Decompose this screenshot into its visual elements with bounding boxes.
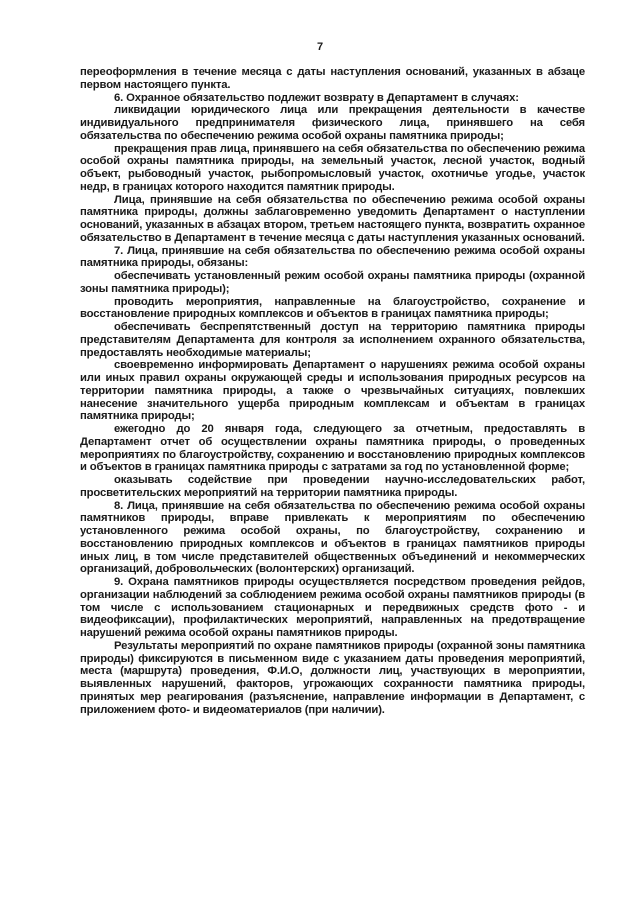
paragraph-item-8: 8. Лица, принявшие на себя обязательства по обеспечению режима особой охраны памятников природы, вправе привлекать к мероприятиям по обеспечению установленного режима особой охраны, по благоустройству, сохранению и восстановлению природных комплексов и объектов в границах памятников природы иных лиц, в том числе представителей общественных объединений и некоммерческих организаций, добровольческих (волонтерских) организаций. [80, 499, 585, 576]
paragraph-7-duty-regime: обеспечивать установленный режим особой охраны памятника природы (охранной зоны памятника природы); [80, 270, 585, 295]
paragraph-continuation: переоформления в течение месяца с даты наступления оснований, указанных в абзаце первом настоящего пункта. [80, 66, 585, 91]
paragraph-item-7: 7. Лица, принявшие на себя обязательства по обеспечению режима особой охраны памятника природы, обязаны: [80, 244, 585, 270]
paragraph-item-6: 6. Охранное обязательство подлежит возврату в Департамент в случаях: [114, 91, 519, 104]
paragraph-7-duty-report: ежегодно до 20 января года, следующего за отчетным, предоставлять в Департамент отчет об осуществлении охраны памятника природы, о проведенных мероприятиях по благоустройству, сохранению и восстановлению природных комплексов и объектов в границах памятника природы с затратами за год по установленной форме; [80, 423, 585, 474]
document-body [80, 66, 585, 716]
paragraph-6-case-liquidation: ликвидации юридического лица или прекращения деятельности в качестве индивидуального предпринимателя физического лица, принявшего на себя обязательства по обеспечению режима особой охраны памятника природы; [80, 104, 585, 142]
paragraph-7-duty-measures: проводить мероприятия, направленные на благоустройство, сохранение и восстановление природных комплексов и объектов в границах памятника природы; [80, 295, 585, 321]
page-number: 7 [316, 41, 324, 53]
paragraph-7-duty-inform: своевременно информировать Департамент о нарушениях режима особой охраны или иных правил охраны окружающей среды и использования природных ресурсов на территории памятника природы, а также о чрезвычайных ситуациях, повлекших нанесение значительного ущерба природным комплексам и объектам в границах памятника природы; [80, 359, 585, 423]
paragraph-6-case-rights-termination: прекращения прав лица, принявшего на себя обязательства по обеспечению режима особой охраны памятника природы, на земельный участок, лесной участок, водный объект, рыбоводный участок, рыбопромысловый участок, охотничье угодье, участок недр, в границах которого находится памятник природы. [80, 142, 585, 193]
paragraph-item-9: 9. Охрана памятников природы осуществляется посредством проведения рейдов, организации наблюдений за соблюдением режима особой охраны памятников природы (в том числе с использованием стационарных и передвижных средств фото - и видеофиксации), профилактических мероприятий, направленных на предотвращение нарушений режима особой охраны памятников природы. [80, 576, 585, 639]
paragraph-7-duty-assist: оказывать содействие при проведении научно-исследовательских работ, просветительских мероприятий на территории памятника природы. [80, 474, 585, 499]
paragraph-6-notification: Лица, принявшие на себя обязательства по обеспечению режима особой охраны памятника природы, должны заблаговременно уведомить Департамент о наступлении оснований, указанных в абзацах втором, третьем настоящего пункта, возвратить охранное обязательство в Департамент в течение месяца с даты наступления указанных оснований. [80, 193, 585, 244]
paragraph-7-duty-access: обеспечивать беспрепятственный доступ на территорию памятника природы представителям Департамента для контроля за исполнением охранного обязательства, предоставлять необходимые материалы; [80, 321, 585, 359]
paragraph-9-results: Результаты мероприятий по охране памятников природы (охранной зоны памятника природы) фиксируются в письменном виде с указанием даты проведения мероприятий, места (маршрута) проведения, Ф.И.О, должности лиц, участвующих в мероприятии, выявленных нарушений, факторов, угрожающих сохранности памятника природы, принятых мер реагирования (разъяснение, направление информации в Департамент, с приложением фото- и видеоматериалов (при наличии). [80, 639, 585, 716]
